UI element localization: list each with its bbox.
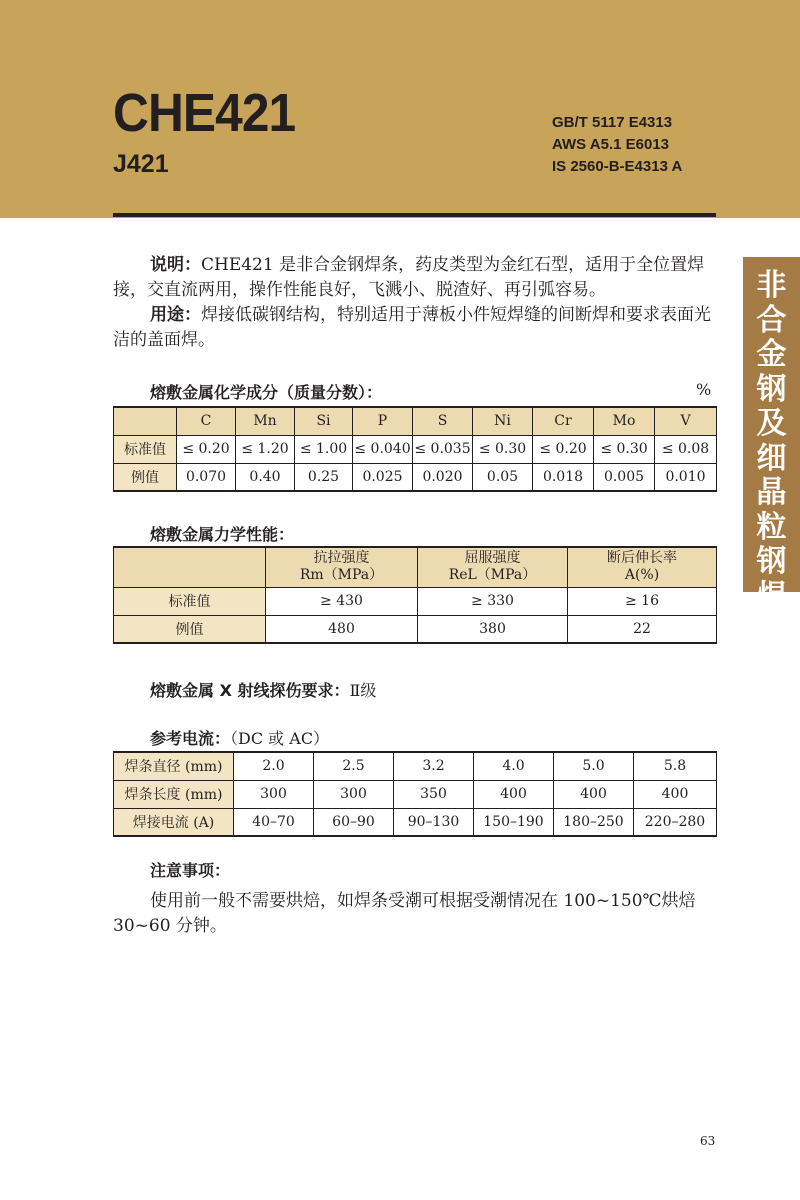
mech-header-cell: [418, 547, 568, 587]
notes-text: 使用前一般不需要烘焙，如焊条受潮可根据受潮情况在 100~150℃烘焙 30~60 分钟。: [113, 891, 696, 936]
current-cell: 2.5: [314, 752, 394, 780]
chem-header-row: [114, 407, 717, 435]
description-paragraph: [113, 253, 716, 303]
category-label: 非合金钢及细晶粒钢焊条: [756, 268, 787, 648]
current-cell: 2.0: [234, 752, 314, 780]
current-cell: 60–90: [314, 808, 394, 836]
current-title-line: [150, 726, 329, 749]
current-note: （DC 或 AC）: [230, 729, 330, 748]
usage-text: 焊接低碳钢结构，特别适用于薄板小件短焊缝的间断焊和要求表面光洁的盖面焊。: [113, 305, 711, 350]
chem-cell: ≤ 1.00: [295, 435, 353, 463]
standards-list: [552, 112, 682, 178]
diameter-row: [114, 752, 717, 780]
current-cell: 40–70: [234, 808, 314, 836]
current-cell: 5.8: [634, 752, 717, 780]
chem-cell: ≤ 0.20: [177, 435, 236, 463]
current-cell: 400: [474, 780, 554, 808]
description-text: CHE421 是非合金钢焊条，药皮类型为金红石型，适用于全位置焊接，交直流两用，操作性能良好，飞溅小、脱渣好、再引弧容易。: [113, 255, 705, 300]
chem-header-cell: S: [413, 407, 473, 435]
chem-header-cell: Mo: [594, 407, 655, 435]
chem-title: 熔敷金属化学成分（质量分数）：: [150, 383, 383, 402]
chem-header-cell: C: [177, 407, 236, 435]
chem-header-cell: V: [655, 407, 717, 435]
current-cell: 300: [314, 780, 394, 808]
chem-cell: 0.020: [413, 463, 473, 491]
model-title: CHE421: [113, 83, 296, 143]
chem-cell: ≤ 0.040: [353, 435, 413, 463]
chem-table: [113, 406, 717, 492]
chem-cell: 0.05: [473, 463, 533, 491]
mech-header-line1: 断后伸长率: [607, 550, 677, 567]
chem-cell: 0.25: [295, 463, 353, 491]
current-row: [114, 808, 717, 836]
current-row-label: 焊条直径 (mm): [114, 752, 234, 780]
mech-header-line2: Rm（MPa）: [299, 567, 384, 584]
chem-cell: 0.025: [353, 463, 413, 491]
chem-cell: 0.005: [594, 463, 655, 491]
mech-row-label: 标准值: [114, 587, 266, 615]
chem-example-row: [114, 463, 717, 491]
current-title: 参考电流：: [150, 729, 231, 748]
length-row: [114, 780, 717, 808]
chem-header-cell: [114, 407, 177, 435]
mech-header-line2: ReL（MPa）: [448, 567, 537, 584]
mech-header-cell: [568, 547, 717, 587]
current-cell: 4.0: [474, 752, 554, 780]
current-cell: 350: [394, 780, 474, 808]
current-table: [113, 751, 717, 837]
mech-cell: ≥ 330: [418, 587, 568, 615]
chem-cell: ≤ 1.20: [236, 435, 295, 463]
mech-header-row: [114, 547, 717, 587]
notes-title: 注意事项：: [150, 861, 231, 880]
header-band: [0, 0, 800, 218]
xray-requirement: [150, 678, 376, 701]
chem-cell: 0.010: [655, 463, 717, 491]
description-label: 说明：: [150, 255, 201, 275]
chem-header-cell: Mn: [236, 407, 295, 435]
usage-paragraph: [113, 303, 716, 353]
current-cell: 400: [554, 780, 634, 808]
chem-header-cell: Cr: [533, 407, 594, 435]
chem-row-label: 例值: [114, 463, 177, 491]
category-side-tab: [743, 257, 800, 648]
mech-cell: ≥ 430: [266, 587, 418, 615]
current-cell: 150–190: [474, 808, 554, 836]
chem-cell: 0.018: [533, 463, 594, 491]
chem-cell: ≤ 0.20: [533, 435, 594, 463]
mech-header-line2: A(%): [624, 567, 660, 584]
usage-label: 用途：: [150, 305, 201, 325]
mech-title: 熔敷金属力学性能：: [150, 525, 295, 544]
current-cell: 5.0: [554, 752, 634, 780]
chem-header-cell: P: [353, 407, 413, 435]
chem-cell: ≤ 0.30: [473, 435, 533, 463]
mech-cell: 380: [418, 615, 568, 643]
mech-cell: 480: [266, 615, 418, 643]
current-cell: 3.2: [394, 752, 474, 780]
mech-cell: ≥ 16: [568, 587, 717, 615]
chem-cell: ≤ 0.08: [655, 435, 717, 463]
chem-header-cell: Ni: [473, 407, 533, 435]
current-cell: 400: [634, 780, 717, 808]
mech-header-line1: 抗拉强度: [313, 550, 370, 567]
mech-standard-row: [114, 587, 717, 615]
mech-header-cell: [114, 547, 266, 587]
chem-standard-row: [114, 435, 717, 463]
standard-gb: GB/T 5117 E4313: [552, 114, 673, 131]
xray-label: 熔敷金属 X 射线探伤要求：: [150, 681, 350, 700]
xray-value: Ⅱ级: [349, 681, 377, 700]
chem-header-cell: Si: [295, 407, 353, 435]
chem-row-label: 标准值: [114, 435, 177, 463]
current-row-label: 焊条长度 (mm): [114, 780, 234, 808]
mech-example-row: [114, 615, 717, 643]
mech-header-cell: [266, 547, 418, 587]
standard-is: IS 2560-B-E4313 A: [552, 158, 683, 175]
mech-row-label: 例值: [114, 615, 266, 643]
current-row-label: 焊接电流 (A): [114, 808, 234, 836]
mech-table: [113, 546, 717, 644]
current-cell: 90–130: [394, 808, 474, 836]
current-cell: 220–280: [634, 808, 717, 836]
standard-aws: AWS A5.1 E6013: [552, 136, 670, 153]
chem-unit: %: [696, 380, 712, 399]
chem-cell: ≤ 0.035: [413, 435, 473, 463]
mech-cell: 22: [568, 615, 717, 643]
current-cell: 180–250: [554, 808, 634, 836]
chem-cell: ≤ 0.30: [594, 435, 655, 463]
model-subtitle: J421: [113, 150, 169, 178]
chem-cell: 0.070: [177, 463, 236, 491]
header-rule: [113, 213, 716, 217]
page-number: 63: [700, 1134, 716, 1148]
mech-header-line1: 屈服强度: [464, 550, 521, 567]
current-cell: 300: [234, 780, 314, 808]
chem-cell: 0.40: [236, 463, 295, 491]
